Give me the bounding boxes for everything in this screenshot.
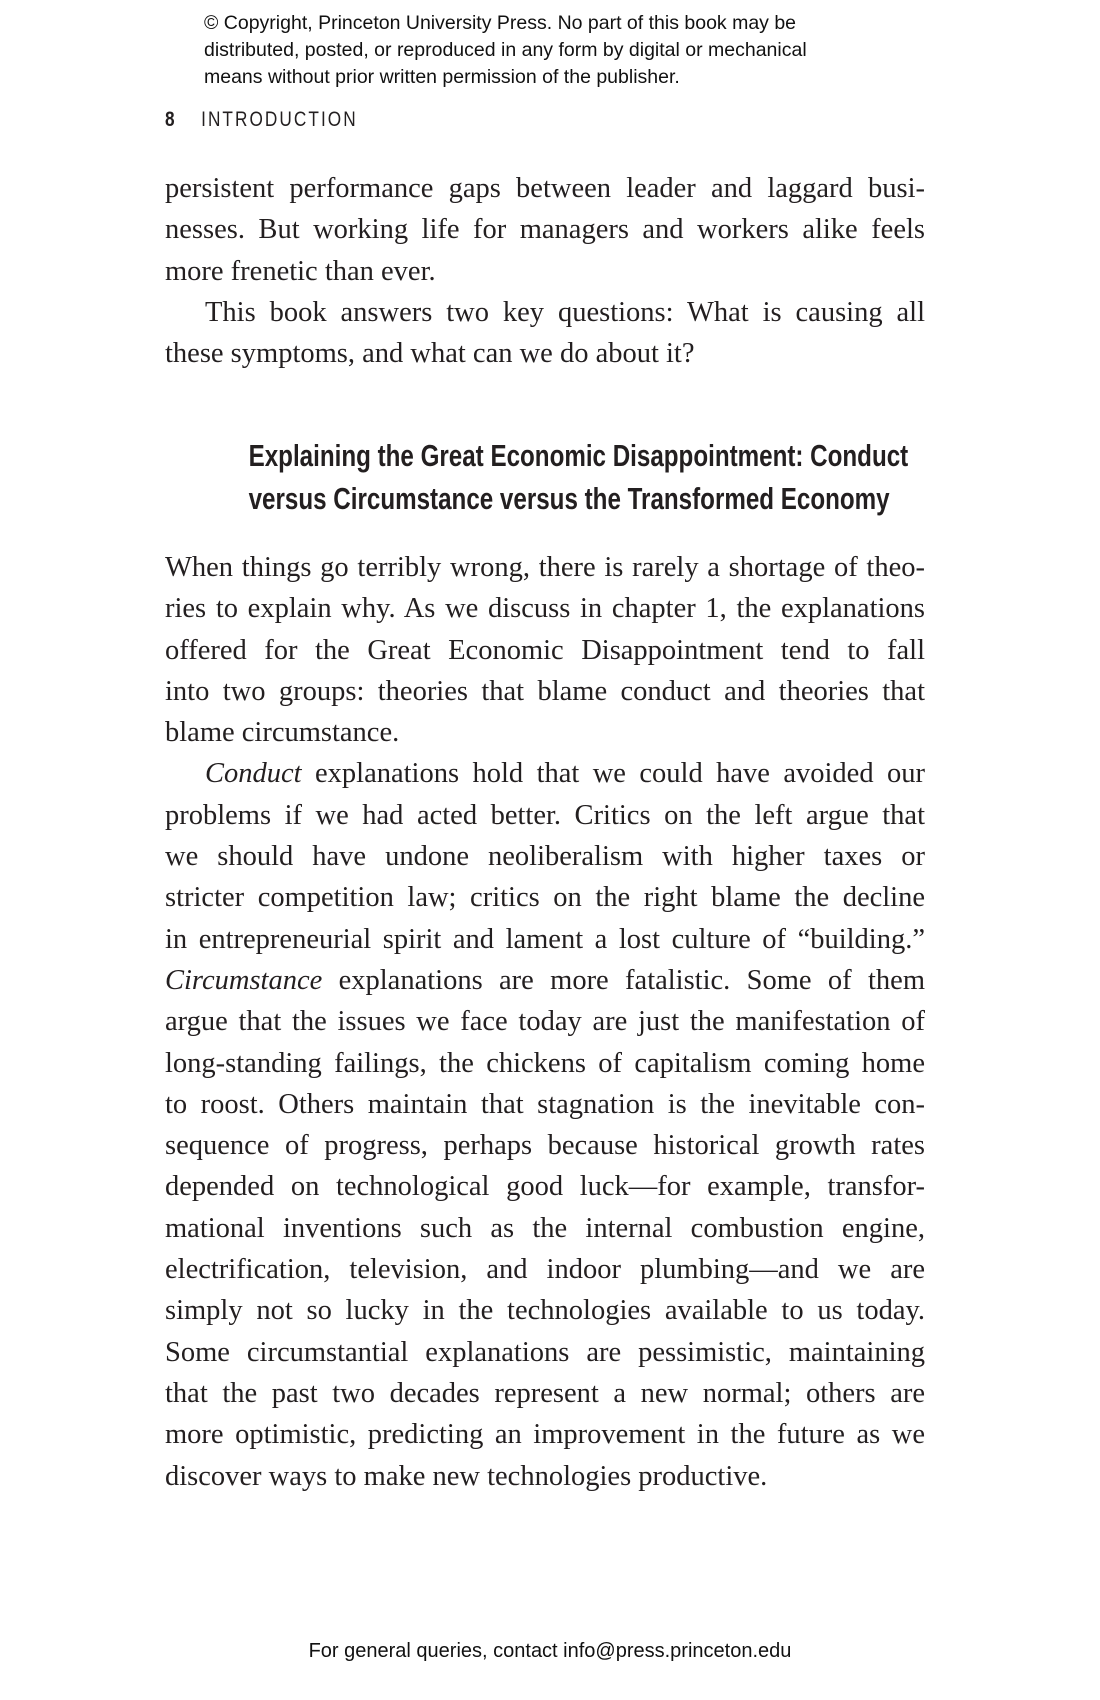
text-fragment: explanations are more fatalistic. Some of them xyxy=(322,964,925,996)
text-line: to roost. Others maintain that stagnation is the inevitable con- xyxy=(165,1088,925,1120)
text-line: ries to explain why. As we discuss in chapter 1, the explanations xyxy=(165,593,925,625)
text-line: nesses. But working life for managers and workers alike feels xyxy=(165,214,925,246)
copyright-line: distributed, posted, or reproduced in any form by digital or mechanical xyxy=(204,39,807,61)
text-line: This book answers two key questions: What is causing all xyxy=(205,296,925,328)
section-heading xyxy=(165,434,925,520)
text-line xyxy=(165,960,925,1001)
text-line: Some circumstantial explanations are pessimistic, maintaining xyxy=(165,1336,925,1368)
heading-line: versus Circumstance versus the Transformed Economy xyxy=(248,481,890,516)
text-line: more frenetic than ever. xyxy=(165,255,436,287)
copyright-line: means without prior written permission of the publisher. xyxy=(204,66,680,88)
text-line: we should have undone neoliberalism with higher taxes or xyxy=(165,841,925,873)
text-line: problems if we had acted better. Critics on the left argue that xyxy=(165,799,925,831)
copyright-notice xyxy=(204,10,924,91)
text-line: depended on technological good luck—for example, transfor- xyxy=(165,1171,925,1203)
section-name: INTRODUCTION xyxy=(201,108,358,131)
section-body xyxy=(165,547,925,1497)
copyright-line: © Copyright, Princeton University Press. No part of this book may be xyxy=(204,12,797,34)
text-line: mational inventions such as the internal combustion engine, xyxy=(165,1212,925,1244)
text-line: long-standing failings, the chickens of capitalism coming home xyxy=(165,1047,925,1079)
page-number: 8 xyxy=(165,108,175,131)
text-line: stricter competition law; critics on the right blame the decline xyxy=(165,882,925,914)
text-line xyxy=(165,753,925,794)
text-line: more optimistic, predicting an improvement in the future as we xyxy=(165,1419,925,1451)
footer-contact: For general queries, contact info@press.princeton.edu xyxy=(308,1640,792,1662)
text-line: When things go terribly wrong, there is rarely a shortage of theo- xyxy=(165,552,925,583)
running-head xyxy=(165,108,358,132)
text-line: simply not so lucky in the technologies available to us today. xyxy=(165,1295,925,1327)
text-line: into two groups: theories that blame conduct and theories that xyxy=(165,675,925,707)
text-line: blame circumstance. xyxy=(165,717,400,749)
text-line: these symptoms, and what can we do about it? xyxy=(165,338,695,370)
text-line: discover ways to make new technologies productive. xyxy=(165,1460,768,1492)
text-line: argue that the issues we face today are just the manifestation of xyxy=(165,1006,925,1038)
text-line: offered for the Great Economic Disappointment tend to fall xyxy=(165,634,925,666)
text-line: in entrepreneurial spirit and lament a lost culture of “building.” xyxy=(165,923,925,955)
text-line: sequence of progress, perhaps because historical growth rates xyxy=(165,1130,925,1162)
text-line: that the past two decades represent a new normal; others are xyxy=(165,1377,925,1409)
heading-line: Explaining the Great Economic Disappointment: Conduct xyxy=(248,438,909,473)
text-fragment: explanations hold that we could have avoided our xyxy=(301,758,925,790)
text-line: electrification, television, and indoor plumbing—and we are xyxy=(165,1254,925,1286)
italic-term-circumstance: Circumstance xyxy=(165,964,323,996)
italic-term-conduct: Conduct xyxy=(205,758,302,790)
opening-paragraphs xyxy=(165,168,925,374)
text-line: persistent performance gaps between leader and laggard busi- xyxy=(165,173,925,204)
